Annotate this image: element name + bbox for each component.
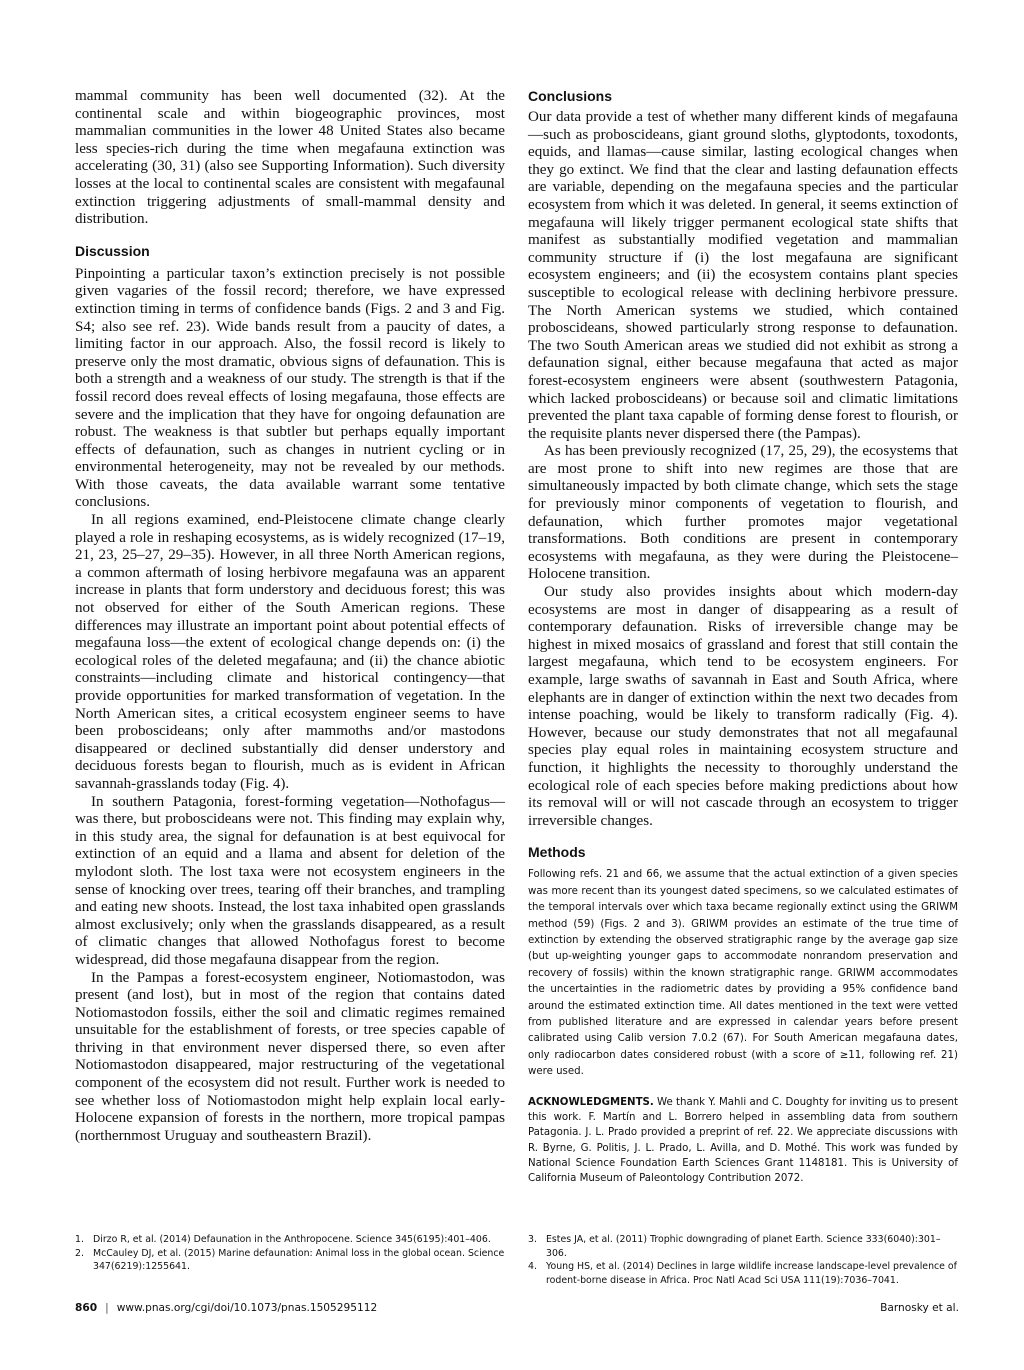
doi-link[interactable]: www.pnas.org/cgi/doi/10.1073/pnas.1505295112 <box>116 1302 378 1314</box>
left-column <box>75 88 505 1145</box>
reference-text: Dirzo R, et al. (2014) Defaunation in the Anthropocene. Science 345(6195):401–406. <box>93 1234 491 1245</box>
intro-paragraph: mammal community has been well documented (32). At the continental scale and within biogeographic provinces, most mammalian communities in the lower 48 United States also became less species-rich during the time when megafauna extinction was accelerating (30, 31) (also see Supporting Information). Such diversity losses at the local to continental scales are consistent with megafaunal extinction triggering adjustments of small-mammal density and distribution. <box>75 88 505 228</box>
reference-item <box>75 1247 505 1274</box>
discussion-paragraph-4: In the Pampas a forest-ecosystem engineer, Notiomastodon, was present (and lost), but in most of the region that contains dated Notiomastodon fossils, either the soil and climatic regimes remained unsuitable for the establishment of forests, or tree species capable of thriving in that environment never dispersed there, so even after Notiomastodon disappeared, major restructuring of the vegetational component of the ecosystem did not result. Further work is needed to see whether loss of Notiomastodon might help explain local early-Holocene expansion of forests in the northern, more tropical pampas (northernmost Uruguay and southeastern Brazil). <box>75 969 505 1144</box>
conclusions-paragraph-2: As has been previously recognized (17, 25, 29), the ecosystems that are most prone to shift into new regimes are those that are simultaneously impacted by both climate change, which sets the stage for previously minor components of vegetation to flourish, and defaunation, which further promotes major vegetational transformations. Both conditions are present in contemporary ecosystems with megafauna, as they were during the Pleistocene–Holocene transition. <box>528 443 958 583</box>
conclusions-paragraph-3: Our study also provides insights about which modern-day ecosystems are most in danger of disappearing as a result of contemporary defaunation. Risks of irreversible change may be highest in mixed mosaics of grassland and forest that still contain the largest megafauna, which tend to be ecosystem engineers. For example, large swaths of savannah in East and South Africa, where elephants are in danger of extinction within the next two decades from intense poaching, would be likely to transform radically (Fig. 4). However, because our study demonstrates that not all megafaunal species play equal roles in maintaining ecosystem structure and function, it highlights the necessity to thoroughly understand the ecological role of each species before making predictions about how its removal will or will not cascade through an ecosystem to trigger irreversible changes. <box>528 584 958 829</box>
reference-number: 1. <box>75 1234 84 1245</box>
reference-number: 3. <box>528 1234 537 1245</box>
footer-separator: | <box>105 1302 109 1314</box>
references-right <box>528 1233 958 1287</box>
acknowledgments-text: We thank Y. Mahli and C. Doughty for inviting us to present this work. F. Martín and L. Borrero helped in assembling data from southern Patagonia. J. L. Prado provided a preprint of ref. 22. We appreciate discussions with R. Byrne, G. Politis, J. L. Prado, L. Avilla, and D. Mothé. This work was funded by National Science Foundation Earth Sciences Grant 1148181. This is University of California Museum of Paleontology Contribution 2072. <box>528 1096 958 1185</box>
reference-text: Estes JA, et al. (2011) Trophic downgrading of planet Earth. Science 333(6040):301–306. <box>546 1234 941 1259</box>
reference-item <box>75 1233 505 1247</box>
reference-text: McCauley DJ, et al. (2015) Marine defaunation: Animal loss in the global ocean. Science 347(6219):1255641. <box>93 1247 505 1273</box>
references-left <box>75 1233 505 1274</box>
acknowledgments <box>528 1095 958 1187</box>
discussion-heading: Discussion <box>75 242 150 259</box>
page-number: 860 <box>75 1302 98 1314</box>
right-column <box>528 88 958 1186</box>
methods-heading: Methods <box>528 844 586 861</box>
methods-paragraph: Following refs. 21 and 66, we assume that the actual extinction of a given species was more recent than its youngest dated specimens, so we calculated estimates of the temporal intervals over which taxa became regionally extinct using the GRIWM method (59) (Figs. 2 and 3). GRIWM provides an estimate of the true time of extinction by extending the observed stratigraphic range by the average gap size (but up-weighting younger gaps to accommodate nonrandom preservation and recovery of fossils) within the known stratigraphic range. GRIWM accommodates the uncertainties in the radiometric dates by providing a 95% confidence band around the estimated extinction time. All dates mentioned in the text were vetted from published literature and are expressed in calendar years before present calibrated using Calib version 7.0.2 (67). For South American megafauna dates, only radiocarbon dates considered robust (with a score of ≥11, following ref. 21) were used. <box>528 869 958 1078</box>
reference-number: 2. <box>75 1247 84 1259</box>
reference-item <box>528 1233 958 1260</box>
reference-number: 4. <box>528 1261 537 1273</box>
conclusions-paragraph-1: Our data provide a test of whether many different kinds of megafauna—such as proboscideans, giant ground sloths, glyptodonts, toxodonts, equids, and llamas—cause similar, lasting ecological changes when they go extinct. We find that the clear and lasting defaunation effects are variable, depending on the megafauna species and the particular ecosystem from which it was deleted. In general, it seems extinction of megafauna will likely trigger permanent ecological state shifts that manifest as substantially modified vegetation and mammalian community structure if (i) the lost megafauna are significant ecosystem engineers; and (ii) the ecosystem contains plant species susceptible to ecological release with declining herbivore pressure. The North American systems we studied, which contained proboscideans, showed particularly strong response to defaunation. The two South American areas we studied did not exhibit as strong a defaunation signal, either because megafauna that acted as major forest-ecosystem engineers were absent (southwestern Patagonia, which lacked proboscideans) or because soil and climatic limitations prevented the plant taxa capable of forming dense forest to flourish, or the requisite plants never dispersed there (the Pampas). <box>528 109 958 442</box>
acknowledgments-label: ACKNOWLEDGMENTS. <box>528 1096 654 1108</box>
discussion-paragraph-1: Pinpointing a particular taxon’s extinction precisely is not possible given vagaries of the fossil record; therefore, we have expressed extinction timing in terms of confidence bands (Figs. 2 and 3 and Fig. S4; also see ref. 23). Wide bands result from a paucity of dates, a limiting factor in our approach. Also, the fossil record is likely to preserve only the most dramatic, obvious signs of defaunation. This is both a strength and a weakness of our study. The strength is that if the fossil record does reveal effects of losing megafauna, those effects are severe and the implication that they have for ongoing defaunation are robust. The weakness is that subtler but perhaps equally important effects of defaunation, such as changes in nutrient cycling or in environmental heterogeneity, may not be revealed by our methods. With those caveats, the data available warrant some tentative conclusions. <box>75 265 505 511</box>
footer-authors: Barnosky et al. <box>880 1302 959 1314</box>
footer-left <box>75 1302 377 1314</box>
conclusions-heading: Conclusions <box>528 88 613 104</box>
discussion-paragraph-2: In all regions examined, end-Pleistocene climate change clearly played a role in reshaping ecosystems, as is widely recognized (17–19, 21, 23, 25–27, 29–35). However, in all three North American regions, a common aftermath of losing herbivore megafauna was an apparent increase in plants that form understory and deciduous forest; this was not observed for either of the South American regions. These differences may illustrate an important point about potential effects of megafauna loss—the extent of ecological change depends on: (i) the ecological roles of the deleted megafauna; and (ii) the chance abiotic constraints—including climate and historical contingency—that provide opportunities for marked transformation of vegetation. In the North American sites, a critical ecosystem engineer seems to have been proboscideans; only after mammoths and/or mastodons disappeared or declined substantially did denser understory and deciduous forests began to flourish, much as is evident in African savannah-grasslands today (Fig. 4). <box>75 512 505 792</box>
reference-text: Young HS, et al. (2014) Declines in large wildlife increase landscape-level prevalence of rodent-borne disease in Africa. Proc Natl Acad Sci USA 111(19):7036–7041. <box>546 1261 957 1286</box>
reference-item <box>528 1260 958 1287</box>
discussion-paragraph-3: In southern Patagonia, forest-forming vegetation—Nothofagus—was there, but proboscideans were not. This finding may explain why, in this study area, the signal for defaunation is at best equivocal for extinction of an equid and a llama and absent for deletion of the mylodont sloth. The lost taxa were not ecosystem engineers in the sense of knocking over trees, tearing off their branches, and trampling and eating new shoots. Instead, the lost taxa inhabited open grasslands almost exclusively; only when the grasslands disappeared, as a result of climatic changes that allowed Nothofagus forest to become widespread, did those megafauna disappear from the region. <box>75 793 505 968</box>
